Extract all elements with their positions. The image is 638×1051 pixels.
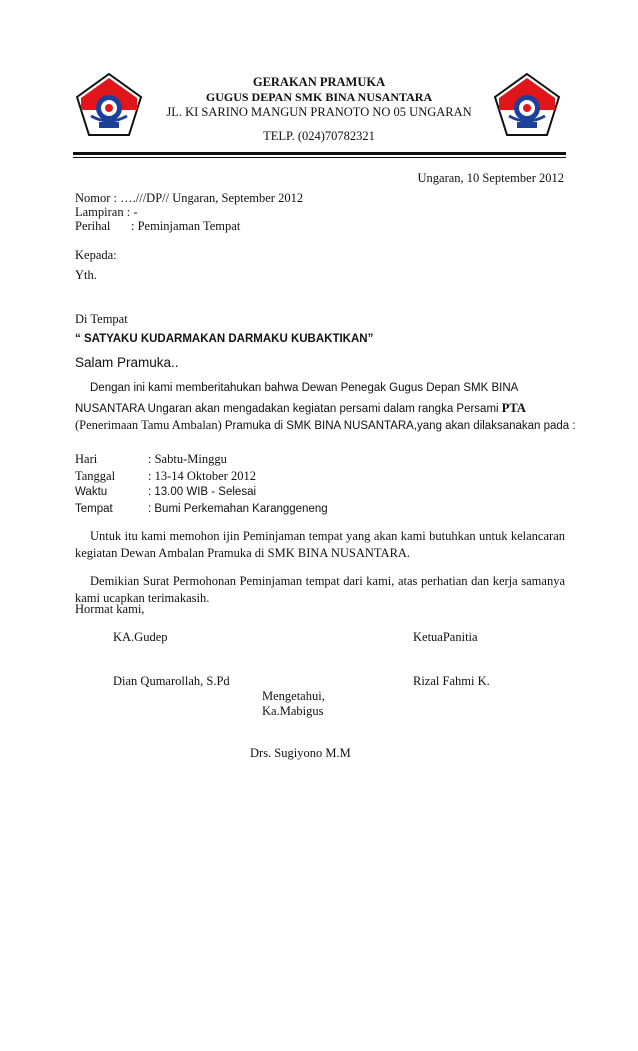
request-paragraph: Untuk itu kami memohon ijin Peminjaman tempat yang akan kami butuhkan untuk kelancaran kegiatan Dewan Ambalan Pramuka di SMK BINA NUSANTARA. [75,529,565,560]
detail-label-date: Tanggal [75,469,116,483]
detail-value-date: : 13-14 Oktober 2012 [148,469,256,483]
location-line: Di Tempat [75,312,128,326]
detail-value-time: : 13.00 WIB - Selesai [148,486,257,498]
intro-line-3-sans: Pramuka di SMK BINA NUSANTARA,yang akan dilaksanakan pada : [224,420,576,432]
subject-label: Perihal [75,219,111,233]
sign-center-name: Drs. Sugiyono M.M [250,746,351,760]
sign-left-title: KA.Gudep [113,630,168,644]
intro-line-3-serif: (Penerimaan Tamu Ambalan) [75,418,225,432]
phone: TELP. (024)70782321 [263,129,375,143]
header-rule-thick [73,152,566,155]
detail-label-place: Tempat [75,503,113,515]
sign-center-title-1: Mengetahui, [262,689,325,703]
letter-attachment: Lampiran : - [75,205,138,219]
header-rule-thin [73,157,566,158]
unit-name: GUGUS DEPAN SMK BINA NUSANTARA [205,90,433,104]
letter-date: Ungaran, 10 September 2012 [417,171,564,185]
intro-line-3 [75,416,576,434]
recipient-yth: Yth. [75,268,97,282]
recipient-label: Kepada: [75,248,117,262]
sign-left-name: Dian Qumarollah, S.Pd [113,674,230,688]
intro-line-2-text: NUSANTARA Ungaran akan mengadakan kegiatan persami dalam rangka Persami [75,403,502,415]
intro-line-1: Dengan ini kami memberitahukan bahwa Dewan Penegak Gugus Depan SMK BINA [90,382,519,394]
detail-label-day: Hari [75,452,98,466]
closing-regards: Hormat kami, [75,602,145,616]
org-name: GERAKAN PRAMUKA [252,75,386,89]
subject-value: : Peminjaman Tempat [131,219,241,233]
intro-line-2 [75,399,526,417]
greeting: Salam Pramuka.. [75,355,179,370]
detail-value-day: : Sabtu-Minggu [148,452,227,466]
detail-value-place: : Bumi Perkemahan Karanggeneng [148,503,328,515]
scout-motto: “ SATYAKU KUDARMAKAN DARMAKU KUBAKTIKAN” [75,333,374,345]
sign-center-title-2: Ka.Mabigus [262,704,324,718]
address: JL. KI SARINO MANGUN PRANOTO NO 05 UNGARAN [166,105,472,119]
letter-number: Nomor : ….///DP// Ungaran, September 2012 [75,191,304,205]
intro-pta: PTA [501,401,526,415]
detail-label-time: Waktu [75,486,108,498]
sign-right-name: Rizal Fahmi K. [413,674,490,688]
sign-right-title: KetuaPanitia [413,630,478,644]
closing-paragraph: Demikian Surat Permohonan Peminjaman tempat dari kami, atas perhatian dan kerja samanya kami ucapkan terimakasih. [75,574,565,605]
